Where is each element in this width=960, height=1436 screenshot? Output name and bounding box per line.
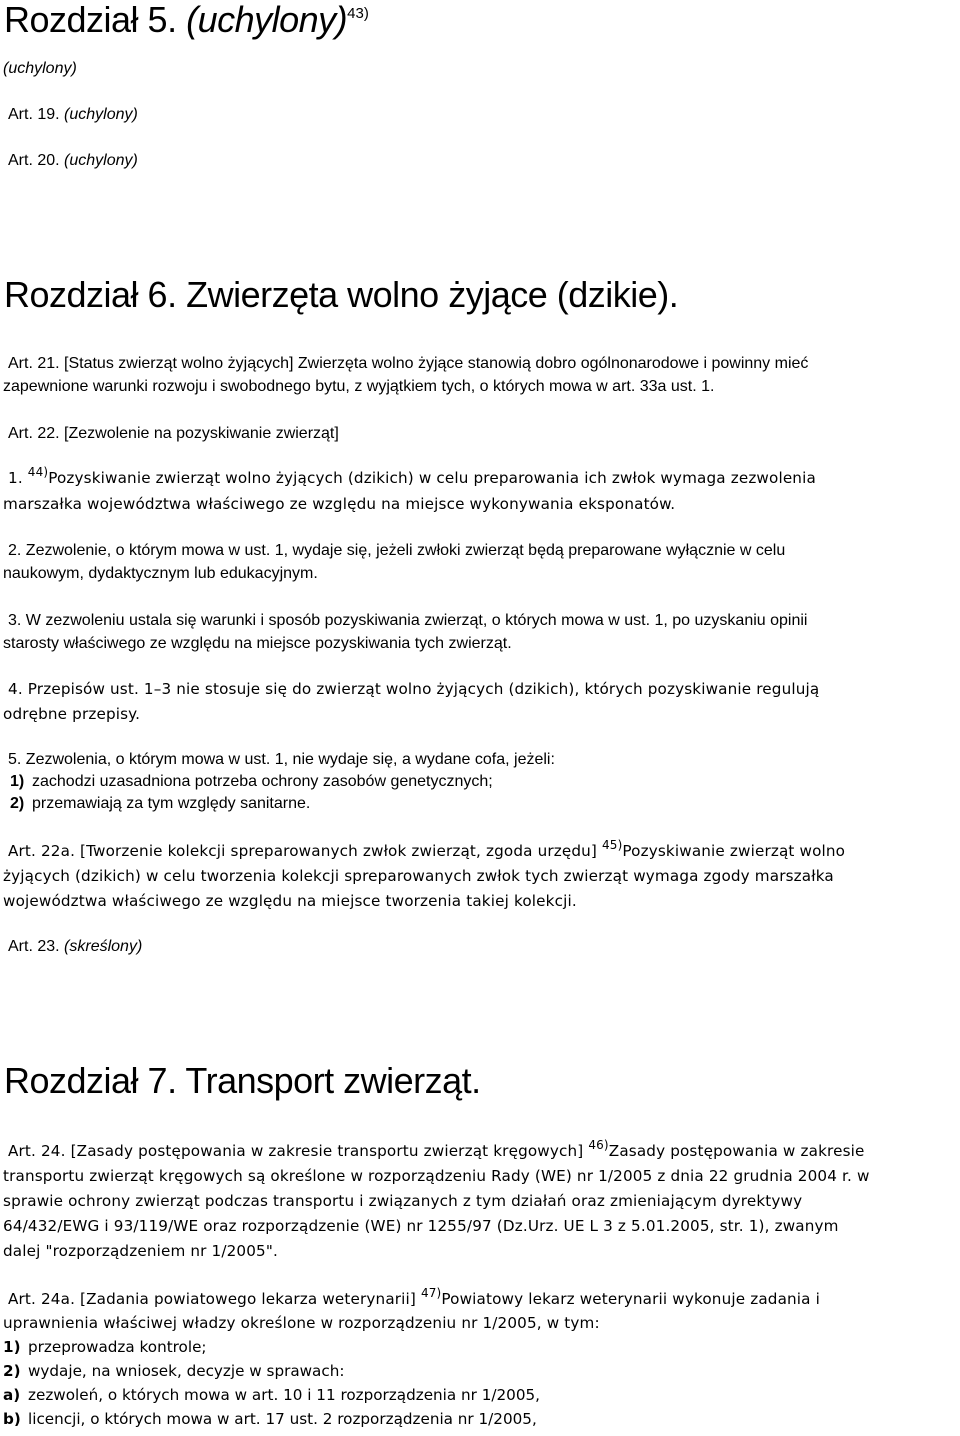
art-22-heading: Art. 22. [Zezwolenie na pozyskiwanie zwierząt] (8, 425, 339, 442)
art-22-p2-line-2: naukowym, dydaktycznym lub edukacyjnym. (3, 565, 318, 582)
art-22-p1-text: Pozyskiwanie zwierząt wolno żyjących (dzikich) w celu preparowania ich zwłok wymaga zezwolenia (48, 469, 816, 487)
chapter-5-note-text: (uchylony) (3, 60, 77, 77)
art-23 (8, 935, 960, 958)
chapter-6-heading: Rozdział 6. Zwierzęta wolno żyjące (dzikie). (4, 274, 679, 315)
chapter-5-status: (uchylony) (186, 0, 348, 40)
chapter-5-title: Rozdział 5. (4, 0, 177, 40)
list-item-text: licencji, o których mowa w art. 17 ust. 2 rozporządzenia nr 1/2005, (28, 1410, 537, 1428)
list-marker: 2) (3, 1362, 21, 1380)
footnote-44[interactable]: 44) (27, 465, 49, 479)
art-19-label: Art. 19. (8, 106, 60, 123)
list-item-text: przemawiają za tym względy sanitarne. (32, 795, 311, 812)
art-20-label: Art. 20. (8, 152, 60, 169)
art-22a-line-2: żyjących (dzikich) w celu tworzenia kolekcji spreparowanych zwłok tych zwierząt wymaga zgody marszałka (3, 867, 834, 885)
list-item (10, 771, 493, 793)
art-24a-line-2: uprawnienia właściwej władzy określone w rozporządzeniu nr 1/2005, w tym: (3, 1314, 600, 1332)
art-24-line-4: 64/432/EWG i 93/119/WE oraz rozporządzenie (WE) nr 1255/97 (Dz.Urz. UE L 3 z 5.01.2005, str. 1), zwanym (3, 1217, 839, 1235)
footnote-43[interactable]: 43) (347, 5, 369, 22)
list-marker: b) (3, 1410, 21, 1428)
art-24-line-2: transportu zwierząt kręgowych są określone w rozporządzeniu Rady (WE) nr 1/2005 z dnia 22 grudnia 2004 r. w (3, 1167, 870, 1185)
art-24a-line-1 (8, 1288, 960, 1312)
list-item-text: wydaje, na wniosek, decyzje w sprawach: (28, 1362, 345, 1380)
art-22-p2-line-1: 2. Zezwolenie, o którym mowa w ust. 1, wydaje się, jeżeli zwłoki zwierząt będą preparowane wyłącznie w celu (8, 542, 786, 559)
list-marker: a) (3, 1386, 21, 1404)
art-24-line-5: dalej "rozporządzeniem nr 1/2005". (3, 1242, 278, 1260)
list-item-text: zachodzi uzasadniona potrzeba ochrony zasobów genetycznych; (32, 773, 493, 790)
list-item (10, 793, 310, 815)
art-22-p4-line-1: 4. Przepisów ust. 1–3 nie stosuje się do zwierząt wolno żyjących (dzikich), których pozyskiwanie regulują (8, 680, 820, 698)
art-21-line-1: Art. 21. [Status zwierząt wolno żyjących] Zwierzęta wolno żyjące stanowią dobro ogólnonarodowe i powinny mieć (8, 355, 809, 372)
footnote-47[interactable]: 47) (420, 1286, 442, 1300)
art-21-line-2: zapewnione warunki rozwoju i swobodnego bytu, z wyjątkiem tych, o których mowa w art. 33a ust. 1. (3, 378, 715, 395)
art-22a-heading: Art. 22a. [Tworzenie kolekcji spreparowanych zwłok zwierząt, zgoda urzędu] (8, 842, 598, 860)
art-24-heading: Art. 24. [Zasady postępowania w zakresie transportu zwierząt kręgowych] (8, 1142, 584, 1160)
chapter-7-heading: Rozdział 7. Transport zwierząt. (4, 1060, 481, 1101)
art-24-line-1 (8, 1140, 960, 1164)
art-24-text: Zasady postępowania w zakresie (608, 1142, 865, 1160)
art-24a-heading: Art. 24a. [Zadania powiatowego lekarza weterynarii] (8, 1290, 416, 1308)
list-item (3, 1408, 537, 1430)
list-marker: 1) (3, 1338, 21, 1356)
list-marker: 1) (10, 773, 25, 790)
art-22a-line-3: województwa właściwego ze względu na miejsce tworzenia takiej kolekcji. (3, 892, 577, 910)
list-item (3, 1336, 207, 1358)
art-22a-text: Pozyskiwanie zwierząt wolno (622, 842, 846, 860)
art-24-line-3: sprawie ochrony zwierząt podczas transportu i związanych z tym działań oraz zmieniającym dyrektywy (3, 1192, 803, 1210)
art-19 (8, 103, 960, 126)
list-item-text: przeprowadza kontrole; (28, 1338, 207, 1356)
art-22-p3-line-1: 3. W zezwoleniu ustala się warunki i sposób pozyskiwania zwierząt, o których mowa w ust. 1, po uzyskaniu opinii (8, 612, 808, 629)
art-22-p1-number: 1. (8, 469, 23, 487)
art-22-p1-line-2: marszałka województwa właściwego ze względu na miejsce wykonywania eksponatów. (3, 495, 676, 513)
art-23-label: Art. 23. (8, 938, 60, 955)
list-marker: 2) (10, 795, 25, 812)
list-item (3, 1360, 344, 1382)
art-22-p1-line-1 (8, 467, 960, 491)
chapter-5-note (3, 57, 957, 80)
art-20-status: (uchylony) (64, 152, 138, 169)
art-22-p5-line-1: 5. Zezwolenia, o którym mowa w ust. 1, nie wydaje się, a wydane cofa, jeżeli: (8, 751, 555, 768)
list-item-text: zezwoleń, o których mowa w art. 10 i 11 rozporządzenia nr 1/2005, (28, 1386, 540, 1404)
art-24a-text: Powiatowy lekarz weterynarii wykonuje zadania i (441, 1290, 820, 1308)
footnote-45[interactable]: 45) (602, 838, 623, 852)
art-23-status: (skreślony) (64, 938, 143, 955)
list-item (3, 1384, 540, 1406)
footnote-46[interactable]: 46) (588, 1138, 609, 1152)
art-22a-line-1 (8, 840, 960, 864)
chapter-5-heading (4, 0, 369, 48)
art-22-p4-line-2: odrębne przepisy. (3, 705, 141, 723)
art-20 (8, 149, 960, 172)
art-19-status: (uchylony) (64, 106, 138, 123)
art-22-p3-line-2: starosty właściwego ze względu na miejsce pozyskiwania tych zwierząt. (3, 635, 512, 652)
